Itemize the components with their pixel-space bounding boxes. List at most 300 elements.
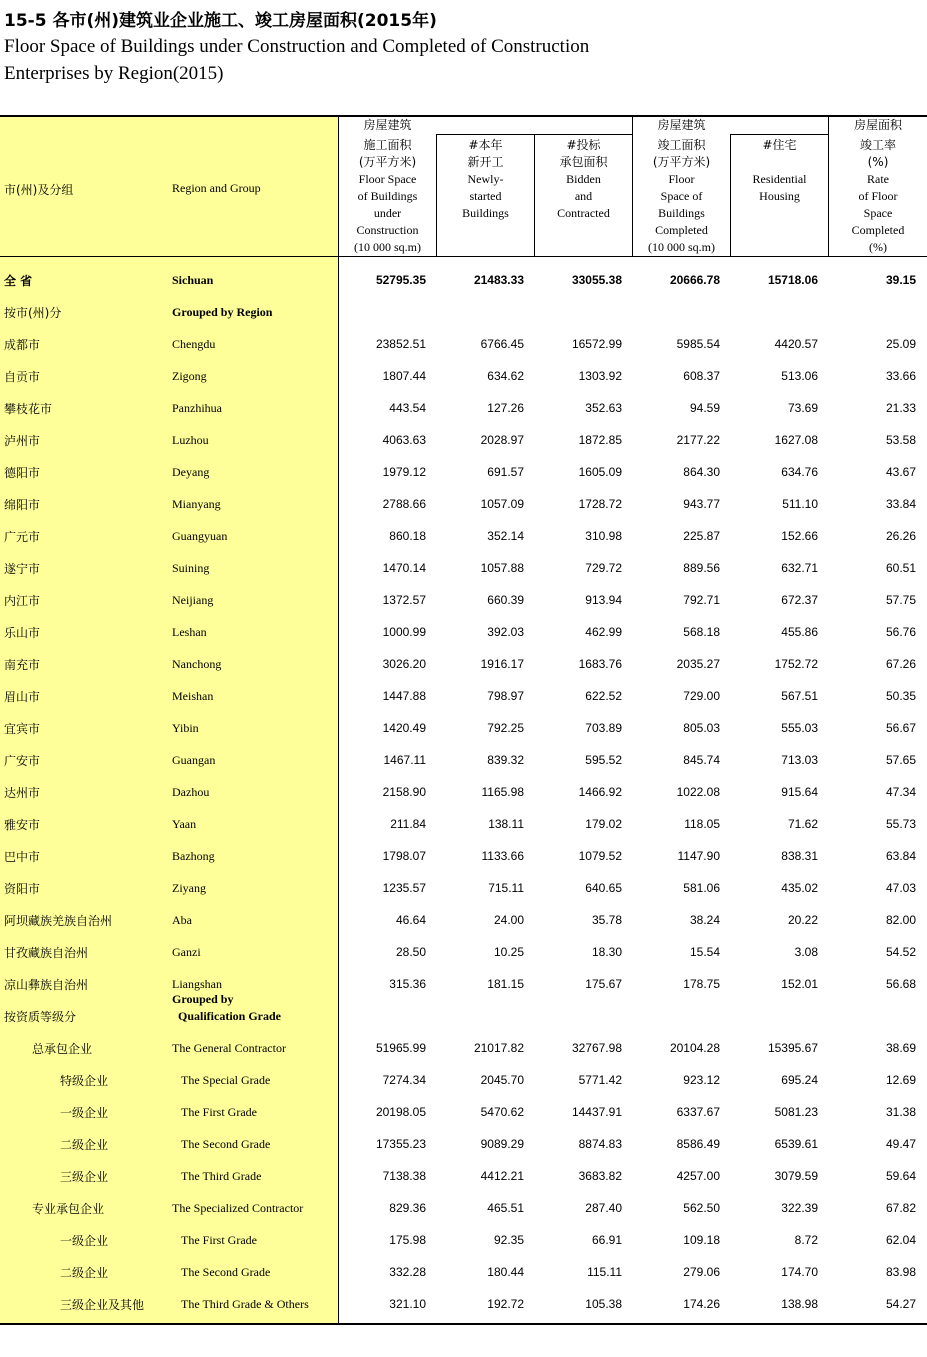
header-col2-line: started [469, 189, 502, 203]
header-col3-line: and [574, 189, 593, 203]
row-value-col6: 47.03 [885, 881, 916, 895]
row-value-col2: 92.35 [493, 1233, 524, 1247]
row-value-col4: 562.50 [683, 1201, 720, 1215]
header-col6-line: of Floor [858, 189, 898, 203]
table-row [0, 295, 927, 327]
row-value-col4: 20104.28 [669, 1041, 720, 1055]
row-value-col5: 15718.06 [767, 273, 818, 287]
header-col1-line: Floor Space [358, 172, 417, 186]
row-value-col2: 10.25 [493, 945, 524, 959]
row-value-col6: 83.98 [885, 1265, 916, 1279]
row-value-col5: 15395.67 [767, 1041, 818, 1055]
row-value-col4: 8586.49 [676, 1137, 720, 1151]
row-region-cn: 德阳市 [4, 466, 41, 480]
row-value-col4: 15.54 [689, 945, 720, 959]
table-top-rule [0, 115, 927, 117]
row-value-col6: 82.00 [885, 913, 916, 927]
row-value-col3: 462.99 [585, 625, 622, 639]
row-value-col2: 392.03 [487, 625, 524, 639]
row-value-col4: 118.05 [684, 817, 720, 831]
row-value-col4: 943.77 [683, 497, 720, 511]
row-value-col5: 3079.59 [774, 1169, 818, 1183]
row-value-col1: 4063.63 [382, 433, 426, 447]
row-value-col4: 178.75 [683, 977, 720, 991]
row-value-col3: 1605.09 [578, 465, 622, 479]
row-value-col2: 1133.66 [481, 849, 524, 863]
title-english-line1: Floor Space of Buildings under Construction and Completed of Construction [4, 36, 590, 57]
row-value-col5: 174.70 [781, 1265, 818, 1279]
row-value-col3: 1303.92 [578, 369, 622, 383]
row-value-col1: 175.98 [389, 1233, 426, 1247]
row-region-en: Leshan [172, 625, 207, 639]
row-region-en: Guangyuan [172, 529, 228, 543]
table-row [0, 992, 927, 1031]
row-value-col3: 33055.38 [571, 273, 622, 287]
row-value-col5: 672.37 [781, 593, 818, 607]
row-region-cn: 凉山彝族自治州 [4, 978, 89, 992]
header-col4-line: Floor [668, 172, 695, 186]
header-col1-line: (万平方米) [358, 155, 417, 169]
row-value-col4: 225.87 [683, 529, 720, 543]
header-col1-line: 施工面积 [363, 138, 412, 152]
row-value-col3: 105.38 [585, 1297, 622, 1311]
row-value-col3: 175.67 [585, 977, 622, 991]
row-value-col2: 792.25 [487, 721, 524, 735]
row-region-cn: 按市(州)分 [4, 306, 62, 320]
header-col6-line: Rate [867, 172, 889, 186]
row-value-col3: 1683.76 [578, 657, 622, 671]
header-col-completed [633, 137, 730, 256]
header-col5-line: Housing [759, 189, 800, 203]
header-col2-line: Newly- [467, 172, 504, 186]
table-row [0, 967, 927, 999]
row-value-col3: 595.52 [585, 753, 622, 767]
table-row [0, 1127, 927, 1159]
row-value-col6: 57.65 [885, 753, 916, 767]
row-value-col2: 1057.09 [480, 497, 524, 511]
row-value-col6: 57.75 [885, 593, 916, 607]
header-bottom-rule [0, 256, 927, 257]
row-value-col5: 435.02 [781, 881, 818, 895]
row-value-col1: 1447.88 [382, 689, 426, 703]
row-region-cn: 眉山市 [4, 690, 41, 704]
header-region-cn: 市(州)及分组 [4, 183, 74, 197]
table-row [0, 1255, 927, 1287]
row-region-en: Sichuan [172, 273, 214, 287]
row-value-col4: 38.24 [689, 913, 720, 927]
row-value-col4: 6337.67 [676, 1105, 720, 1119]
table-row [0, 455, 927, 487]
header-group-top-3: 房屋面积 [853, 118, 902, 132]
row-value-col4: 608.37 [683, 369, 720, 383]
row-value-col3: 1079.52 [578, 849, 622, 863]
row-region-cn: 二级企业 [60, 1266, 109, 1280]
row-value-col5: 513.06 [781, 369, 818, 383]
row-value-col1: 46.64 [395, 913, 426, 927]
row-value-col3: 310.98 [585, 529, 622, 543]
row-value-col5: 73.69 [787, 401, 818, 415]
row-region-en-line: Grouped by [172, 992, 234, 1006]
header-col2-line: 新开工 [467, 155, 504, 169]
row-value-col6: 50.35 [885, 689, 916, 703]
title-english-line2: Enterprises by Region(2015) [4, 63, 224, 84]
header-col2-line: #本年 [468, 138, 503, 152]
header-col6-line: Space [863, 206, 893, 220]
header-col1-line: Construction [356, 223, 419, 237]
row-value-col1: 1807.44 [382, 369, 426, 383]
row-value-col1: 860.18 [389, 529, 426, 543]
row-region-en: The Second Grade [181, 1137, 271, 1151]
header-col2-line: Buildings [462, 206, 509, 220]
row-value-col2: 127.26 [487, 401, 524, 415]
row-value-col2: 2028.97 [480, 433, 524, 447]
row-value-col6: 49.47 [885, 1137, 916, 1151]
row-value-col3: 3683.82 [578, 1169, 622, 1183]
row-value-col5: 152.01 [781, 977, 818, 991]
table-row [0, 615, 927, 647]
row-region-cn: 总承包企业 [32, 1042, 93, 1056]
row-value-col2: 4412.21 [480, 1169, 524, 1183]
table-bottom-rule [0, 1323, 927, 1325]
row-value-col6: 31.38 [885, 1105, 916, 1119]
header-col1-line: (10 000 sq.m) [354, 240, 421, 254]
row-value-col1: 1470.14 [382, 561, 426, 575]
table-row [0, 1223, 927, 1255]
row-region-en: Aba [172, 913, 192, 927]
row-value-col6: 47.34 [885, 785, 916, 799]
row-region-en: Bazhong [172, 849, 215, 863]
row-value-col5: 695.24 [781, 1073, 818, 1087]
table-row [0, 359, 927, 391]
row-value-col3: 16572.99 [571, 337, 622, 351]
row-value-col5: 322.39 [781, 1201, 818, 1215]
row-value-col1: 1372.57 [382, 593, 426, 607]
row-value-col2: 5470.62 [480, 1105, 524, 1119]
row-region-en: Mianyang [172, 497, 221, 511]
table-row [0, 263, 927, 295]
row-region-cn: 按资质等级分 [4, 1010, 77, 1024]
row-value-col4: 729.00 [683, 689, 720, 703]
row-value-col4: 109.18 [683, 1233, 720, 1247]
row-value-col6: 67.82 [885, 1201, 916, 1215]
row-value-col3: 35.78 [591, 913, 622, 927]
row-region-en: The Third Grade [181, 1169, 262, 1183]
row-value-col5: 3.08 [794, 945, 818, 959]
row-value-col3: 640.65 [585, 881, 622, 895]
row-region-en: Meishan [172, 689, 214, 703]
row-value-col1: 1000.99 [382, 625, 426, 639]
row-value-col2: 6766.45 [480, 337, 524, 351]
row-value-col3: 1872.85 [578, 433, 622, 447]
row-value-col1: 1467.11 [383, 753, 426, 767]
row-region-en: Suining [172, 561, 210, 575]
header-col-rate [829, 137, 927, 256]
row-value-col4: 845.74 [683, 753, 720, 767]
row-value-col5: 455.86 [781, 625, 818, 639]
header-col-newly-started [437, 137, 534, 222]
row-value-col2: 1057.88 [480, 561, 524, 575]
row-value-col1: 28.50 [395, 945, 426, 959]
row-value-col4: 805.03 [683, 721, 720, 735]
row-value-col6: 63.84 [885, 849, 916, 863]
table-row [0, 839, 927, 871]
row-region-en: The Second Grade [181, 1265, 271, 1279]
header-col4-line: Space of [660, 189, 703, 203]
row-value-col3: 8874.83 [578, 1137, 622, 1151]
table-row [0, 1287, 927, 1319]
row-value-col4: 20666.78 [669, 273, 720, 287]
row-value-col6: 67.26 [885, 657, 916, 671]
row-value-col3: 703.89 [585, 721, 622, 735]
row-value-col4: 5985.54 [676, 337, 720, 351]
row-region-en: Guangan [172, 753, 216, 767]
row-value-col3: 18.30 [591, 945, 622, 959]
header-col-residential [731, 137, 828, 205]
row-value-col4: 2035.27 [676, 657, 720, 671]
row-region-en: Neijiang [172, 593, 214, 607]
row-value-col1: 321.10 [389, 1297, 426, 1311]
row-value-col5: 71.62 [787, 817, 818, 831]
row-value-col1: 1420.49 [382, 721, 426, 735]
row-region-en: Chengdu [172, 337, 216, 351]
row-region-en: Panzhihua [172, 401, 222, 415]
row-region-cn: 巴中市 [4, 850, 41, 864]
row-region-cn: 宜宾市 [4, 722, 41, 736]
table-row [0, 775, 927, 807]
header-col4-line: (万平方米) [652, 155, 711, 169]
row-region-cn: 三级企业及其他 [60, 1298, 145, 1312]
row-region-cn: 专业承包企业 [32, 1202, 105, 1216]
row-value-col3: 14437.91 [571, 1105, 622, 1119]
row-value-col3: 32767.98 [571, 1041, 622, 1055]
row-region-en: Dazhou [172, 785, 210, 799]
row-value-col2: 465.51 [487, 1201, 524, 1215]
header-col-bidden [535, 137, 632, 222]
row-value-col2: 138.11 [488, 817, 524, 831]
row-region-cn: 三级企业 [60, 1170, 109, 1184]
table-row [0, 551, 927, 583]
row-value-col5: 6539.61 [774, 1137, 818, 1151]
row-value-col6: 54.27 [885, 1297, 916, 1311]
row-value-col6: 12.69 [885, 1073, 916, 1087]
row-value-col4: 279.06 [683, 1265, 720, 1279]
header-col3-line: Bidden [566, 172, 601, 186]
row-region-cn: 自贡市 [4, 370, 41, 384]
row-value-col4: 889.56 [683, 561, 720, 575]
row-value-col5: 5081.23 [774, 1105, 818, 1119]
row-value-col2: 715.11 [488, 881, 524, 895]
row-value-col1: 51965.99 [375, 1041, 426, 1055]
row-value-col1: 2788.66 [382, 497, 426, 511]
row-value-col1: 3026.20 [382, 657, 426, 671]
row-value-col2: 24.00 [493, 913, 524, 927]
row-region-en-line: Qualification Grade [172, 1009, 281, 1023]
table-row [0, 519, 927, 551]
header-col1-line: under [373, 206, 402, 220]
row-value-col4: 94.59 [689, 401, 720, 415]
row-region-cn: 内江市 [4, 594, 41, 608]
title-chinese: 15-5 各市(州)建筑业企业施工、竣工房屋面积(2015年) [4, 11, 437, 31]
row-value-col5: 838.31 [781, 849, 818, 863]
row-region-cn: 雅安市 [4, 818, 41, 832]
row-value-col3: 179.02 [585, 817, 622, 831]
row-region-en [172, 991, 281, 1025]
header-col4-line: Completed [655, 223, 708, 237]
row-value-col6: 39.15 [885, 273, 916, 287]
row-value-col2: 21017.82 [473, 1041, 524, 1055]
table-row [0, 327, 927, 359]
row-region-cn: 达州市 [4, 786, 41, 800]
row-value-col5: 8.72 [794, 1233, 818, 1247]
row-region-en: Yibin [172, 721, 199, 735]
row-region-cn: 成都市 [4, 338, 41, 352]
table-row [0, 1191, 927, 1223]
row-value-col1: 17355.23 [375, 1137, 426, 1151]
row-region-en: The Special Grade [181, 1073, 271, 1087]
row-value-col6: 43.67 [885, 465, 916, 479]
row-region-cn: 绵阳市 [4, 498, 41, 512]
row-region-en: Liangshan [172, 977, 222, 991]
row-region-en: Luzhou [172, 433, 209, 447]
row-value-col4: 4257.00 [676, 1169, 720, 1183]
row-value-col3: 1466.92 [578, 785, 622, 799]
row-region-en: Zigong [172, 369, 207, 383]
row-value-col6: 54.52 [885, 945, 916, 959]
table-row [0, 1159, 927, 1191]
table-row [0, 391, 927, 423]
header-col5-line: #住宅 [762, 138, 797, 152]
row-region-en: The General Contractor [172, 1041, 286, 1055]
row-region-cn: 南充市 [4, 658, 41, 672]
row-value-col4: 1147.90 [677, 849, 720, 863]
row-value-col5: 632.71 [781, 561, 818, 575]
row-value-col1: 443.54 [389, 401, 426, 415]
row-value-col2: 180.44 [487, 1265, 524, 1279]
row-value-col1: 52795.35 [375, 273, 426, 287]
row-value-col3: 913.94 [585, 593, 622, 607]
table-row [0, 583, 927, 615]
row-value-col6: 53.58 [885, 433, 916, 447]
row-value-col4: 792.71 [683, 593, 720, 607]
header-group2-rule [730, 134, 828, 135]
header-col1-line: of Buildings [357, 189, 418, 203]
row-value-col6: 60.51 [885, 561, 916, 575]
row-value-col6: 56.68 [885, 977, 916, 991]
row-value-col5: 567.51 [781, 689, 818, 703]
row-value-col4: 581.06 [683, 881, 720, 895]
header-col6-line: Completed [851, 223, 905, 237]
header-col3-line: #投标 [566, 138, 601, 152]
row-region-en: Nanchong [172, 657, 222, 671]
row-value-col2: 839.32 [487, 753, 524, 767]
row-region-cn: 全 省 [4, 274, 33, 288]
header-col5-line: Residential [752, 172, 807, 186]
row-value-col1: 829.36 [389, 1201, 426, 1215]
table-row [0, 903, 927, 935]
row-value-col6: 38.69 [885, 1041, 916, 1055]
row-value-col3: 1728.72 [578, 497, 622, 511]
row-value-col2: 1165.98 [481, 785, 524, 799]
row-value-col2: 691.57 [487, 465, 524, 479]
header-col6-line: (%) [867, 155, 889, 169]
row-region-en: Ziyang [172, 881, 206, 895]
row-value-col6: 26.26 [885, 529, 916, 543]
table-row [0, 807, 927, 839]
row-value-col4: 864.30 [683, 465, 720, 479]
row-value-col2: 1916.17 [480, 657, 524, 671]
row-value-col5: 915.64 [781, 785, 818, 799]
row-value-col1: 7138.38 [382, 1169, 426, 1183]
row-value-col2: 9089.29 [480, 1137, 524, 1151]
row-region-cn: 攀枝花市 [4, 402, 53, 416]
table-row [0, 871, 927, 903]
row-value-col2: 798.97 [487, 689, 524, 703]
row-value-col1: 7274.34 [382, 1073, 426, 1087]
header-col4-line: Buildings [658, 206, 705, 220]
row-region-en: The Specialized Contractor [172, 1201, 304, 1215]
row-value-col6: 25.09 [885, 337, 916, 351]
row-region-cn: 一级企业 [60, 1106, 109, 1120]
row-value-col4: 2177.22 [676, 433, 720, 447]
row-value-col1: 1979.12 [382, 465, 426, 479]
row-value-col5: 713.03 [781, 753, 818, 767]
header-col4-line: (10 000 sq.m) [648, 240, 715, 254]
row-value-col5: 152.66 [781, 529, 818, 543]
row-value-col2: 192.72 [487, 1297, 524, 1311]
row-region-cn: 甘孜藏族自治州 [4, 946, 89, 960]
row-value-col5: 555.03 [781, 721, 818, 735]
table-row [0, 1095, 927, 1127]
row-value-col6: 55.73 [885, 817, 916, 831]
header-col6-line: (%) [869, 240, 887, 254]
row-region-en: Yaan [172, 817, 197, 831]
row-value-col3: 622.52 [585, 689, 622, 703]
row-value-col4: 568.18 [683, 625, 720, 639]
row-value-col1: 1798.07 [382, 849, 426, 863]
header-group-top-2: 房屋建筑 [657, 118, 706, 132]
row-value-col5: 138.98 [781, 1297, 818, 1311]
row-value-col2: 634.62 [487, 369, 524, 383]
row-value-col2: 2045.70 [480, 1073, 524, 1087]
row-value-col3: 66.91 [591, 1233, 622, 1247]
row-region-cn: 乐山市 [4, 626, 41, 640]
row-value-col2: 352.14 [487, 529, 524, 543]
row-value-col6: 56.67 [885, 721, 916, 735]
row-region-cn: 阿坝藏族羌族自治州 [4, 914, 113, 928]
row-region-cn: 泸州市 [4, 434, 41, 448]
row-value-col1: 315.36 [389, 977, 426, 991]
row-value-col4: 174.26 [683, 1297, 720, 1311]
table-row [0, 487, 927, 519]
row-region-en: Grouped by Region [172, 305, 273, 319]
row-value-col5: 634.76 [781, 465, 818, 479]
row-value-col4: 1022.08 [676, 785, 720, 799]
header-group-top-1: 房屋建筑 [363, 118, 412, 132]
row-value-col5: 511.10 [782, 497, 818, 511]
row-region-cn: 特级企业 [60, 1074, 109, 1088]
header-col-construction [339, 137, 436, 256]
header-col3-line: 承包面积 [559, 155, 608, 169]
row-value-col1: 332.28 [389, 1265, 426, 1279]
row-region-cn: 广元市 [4, 530, 41, 544]
row-value-col6: 33.84 [885, 497, 916, 511]
row-value-col6: 56.76 [885, 625, 916, 639]
table-row [0, 711, 927, 743]
row-value-col2: 181.15 [487, 977, 524, 991]
header-col6-line: 竣工率 [859, 138, 896, 152]
row-value-col5: 1752.72 [774, 657, 818, 671]
table-row [0, 1031, 927, 1063]
